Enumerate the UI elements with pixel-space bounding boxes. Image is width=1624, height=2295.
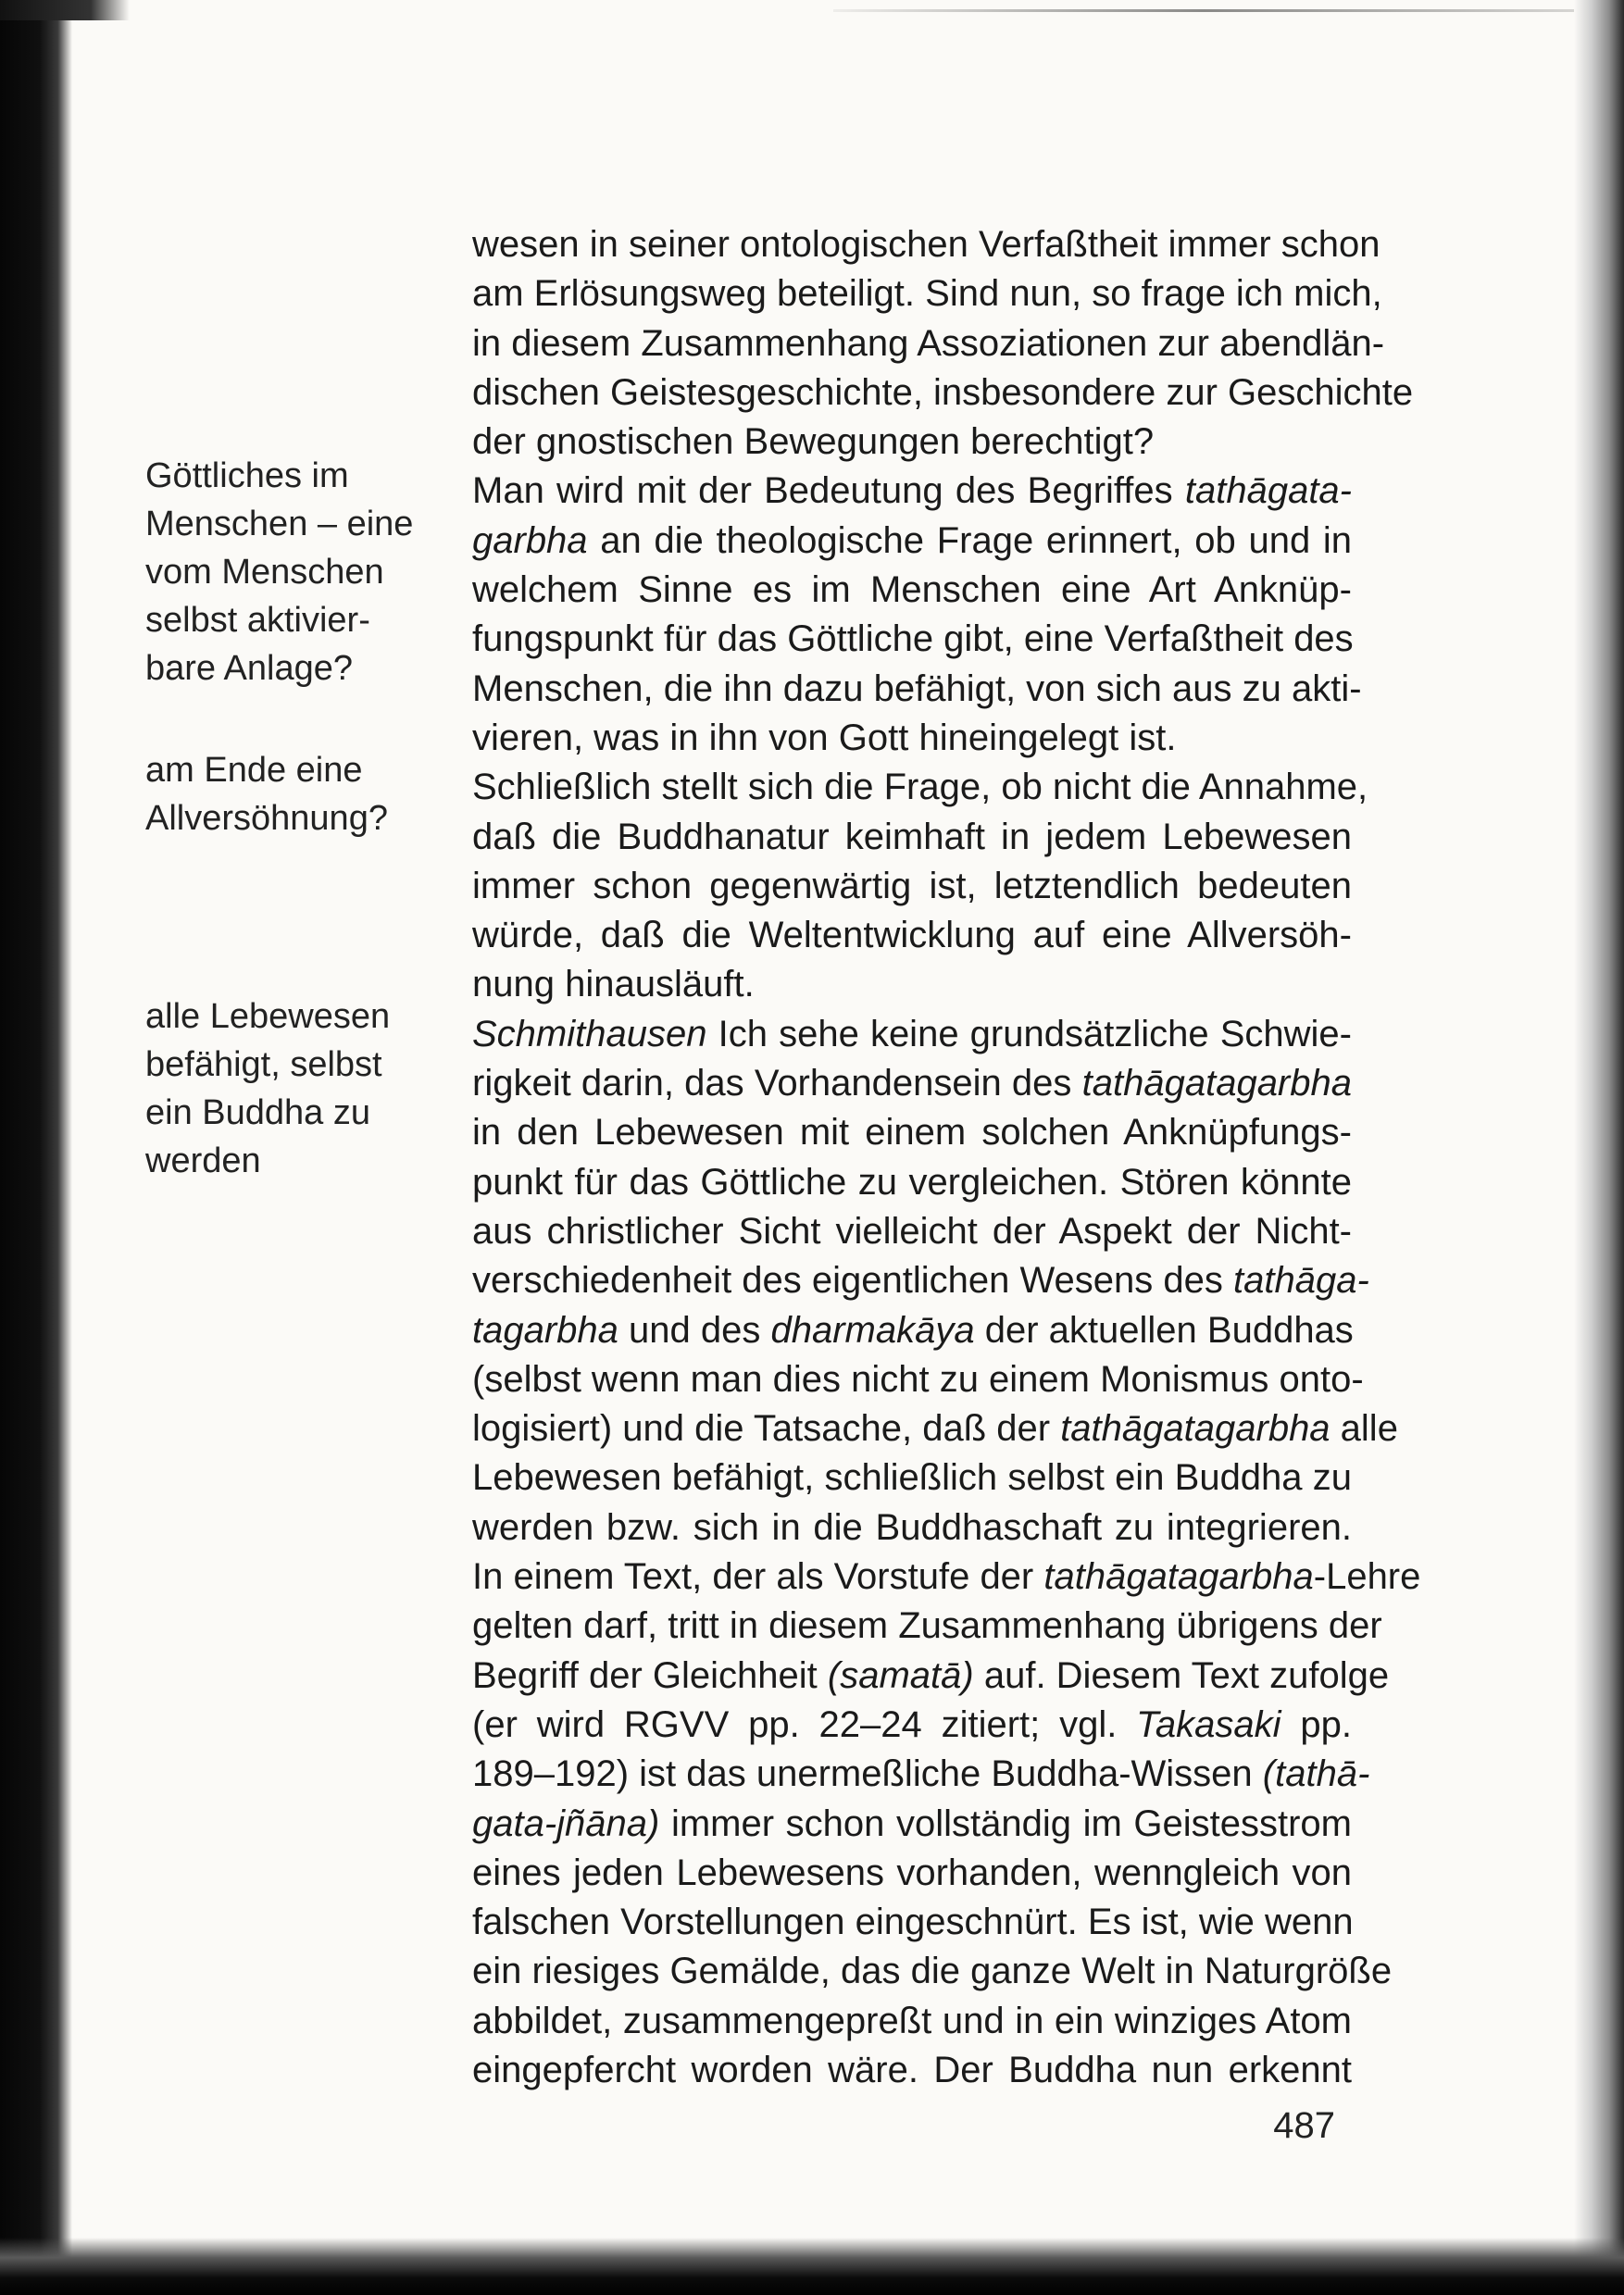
scan-top-edge xyxy=(833,9,1574,12)
margin-note-line: selbst aktivier- xyxy=(145,601,370,640)
italic-term: tagarbha xyxy=(472,1309,618,1351)
italic-term: tathāgatagarbha xyxy=(1043,1556,1314,1598)
italic-term: (tathā- xyxy=(1262,1753,1370,1795)
text-run: verschiedenheit des eigentlichen Wesens des xyxy=(472,1260,1233,1302)
text-line xyxy=(472,911,1352,960)
text-run: immer schon gegenwärtig ist, letztendlich bedeuten xyxy=(472,865,1352,906)
margin-note-line: vom Menschen xyxy=(145,553,384,592)
text-line xyxy=(472,1158,1352,1207)
text-line xyxy=(472,1355,1364,1404)
text-run: Man wird mit der Bedeutung des Begriffes xyxy=(472,470,1185,512)
text-run: wesen in seiner ontologischen Verfaßtheit immer schon xyxy=(472,224,1380,265)
text-run: dischen Geistesgeschichte, insbesondere zur Geschichte xyxy=(472,371,1414,413)
text-line xyxy=(472,1404,1398,1453)
text-run: werden bzw. sich in die Buddhaschaft zu integrieren. xyxy=(472,1506,1352,1548)
margin-note-line: Menschen – eine xyxy=(145,505,414,543)
text-line xyxy=(472,418,1352,467)
italic-term: tathāga- xyxy=(1233,1260,1369,1302)
scan-page-edge-right xyxy=(1574,0,1624,2295)
text-run: Menschen, die ihn dazu befähigt, von sich aus zu akti- xyxy=(472,667,1362,709)
scan-binding-shadow xyxy=(0,0,72,2295)
text-run: eingepfercht worden wäre. Der Buddha nun erkennt xyxy=(472,2049,1352,2090)
text-run: logisiert) und die Tatsache, daß der xyxy=(472,1408,1061,1450)
text-line xyxy=(472,1652,1390,1701)
text-line xyxy=(472,1602,1382,1651)
text-run: fungspunkt für das Göttliche gibt, eine Verfaßtheit des xyxy=(472,618,1354,660)
margin-note-line: bare Anlage? xyxy=(145,649,353,688)
text-run: auf. Diesem Text zufolge xyxy=(973,1654,1390,1696)
text-run: eines jeden Lebewesens vorhanden, wenngleich von xyxy=(472,1852,1352,1893)
text-line xyxy=(472,1898,1352,1947)
text-line xyxy=(472,1207,1352,1256)
text-run: aus christlicher Sicht vielleicht der Aspekt der Nicht- xyxy=(472,1210,1352,1252)
text-line xyxy=(472,1997,1352,2046)
italic-term: Schmithausen xyxy=(472,1013,707,1054)
text-line xyxy=(472,319,1385,368)
text-run: -Lehre xyxy=(1313,1556,1421,1598)
margin-note-line: alle Lebewesen xyxy=(145,997,391,1036)
text-run: pp. xyxy=(1280,1703,1352,1745)
text-run: (selbst wenn man dies nicht zu einem Monismus onto- xyxy=(472,1358,1364,1400)
text-line xyxy=(472,763,1368,812)
text-run: in den Lebewesen mit einem solchen Anknüpfungs- xyxy=(472,1112,1352,1154)
text-line xyxy=(472,1849,1352,1898)
text-run: der aktuellen Buddhas xyxy=(974,1309,1354,1351)
text-run: nung hinausläuft. xyxy=(472,964,755,1005)
margin-note xyxy=(145,746,388,842)
text-line xyxy=(472,467,1352,516)
text-run: In einem Text, der als Vorstufe der xyxy=(472,1556,1044,1598)
text-line xyxy=(472,1010,1352,1059)
text-line xyxy=(472,269,1382,318)
text-run: abbildet, zusammengepreßt und in ein winziges Atom xyxy=(472,2000,1352,2041)
text-run: rigkeit darin, das Vorhandensein des xyxy=(472,1063,1082,1104)
text-line xyxy=(472,1947,1393,1996)
italic-term: tathāgatagarbha xyxy=(1081,1063,1352,1104)
text-run: Ich sehe keine grundsätzliche Schwie- xyxy=(706,1013,1352,1054)
text-line xyxy=(472,665,1362,714)
text-line xyxy=(472,2046,1352,2095)
text-line xyxy=(472,1553,1421,1602)
margin-note xyxy=(145,992,390,1185)
text-line xyxy=(472,714,1352,763)
margin-note-line: Göttliches im xyxy=(145,456,349,495)
text-run: in diesem Zusammenhang Assoziationen zur abendlän- xyxy=(472,322,1385,364)
text-run: welchem Sinne es im Menschen eine Art Anknüp- xyxy=(472,569,1352,611)
margin-note-line: Allversöhnung? xyxy=(145,799,388,838)
text-run: alle xyxy=(1330,1408,1398,1450)
text-run: Schließlich stellt sich die Frage, ob nicht die Annahme, xyxy=(472,767,1368,808)
italic-term: garbha xyxy=(472,519,588,561)
text-line xyxy=(472,566,1352,615)
text-line xyxy=(472,1256,1369,1305)
text-run: (er wird RGVV pp. 22–24 zitiert; vgl. xyxy=(472,1703,1137,1745)
text-line xyxy=(472,1503,1352,1553)
italic-term: tathāgatagarbha xyxy=(1060,1408,1330,1450)
text-run: falschen Vorstellungen eingeschnürt. Es ist, wie wenn xyxy=(472,1902,1354,1943)
text-run: der gnostischen Bewegungen berechtigt? xyxy=(472,421,1155,463)
text-run: ein riesiges Gemälde, das die ganze Welt in Naturgröße xyxy=(472,1951,1393,1992)
italic-term: dharmakāya xyxy=(770,1309,975,1351)
text-line xyxy=(472,220,1380,269)
text-line xyxy=(472,1800,1352,1849)
text-run: daß die Buddhanatur keimhaft in jedem Lebewesen xyxy=(472,816,1352,857)
margin-note-line: ein Buddha zu xyxy=(145,1093,370,1132)
text-line xyxy=(472,368,1414,418)
margin-note-line: befähigt, selbst xyxy=(145,1045,382,1084)
text-run: 189–192) ist das unermeßliche Buddha-Wissen xyxy=(472,1753,1263,1795)
scan-corner-shadow xyxy=(0,0,130,20)
margin-note-line: am Ende eine xyxy=(145,751,363,790)
body-text xyxy=(472,220,1421,2095)
scan-page-edge-bottom xyxy=(0,2238,1624,2295)
text-line xyxy=(472,1701,1352,1750)
text-line xyxy=(472,1306,1352,1355)
text-run: Begriff der Gleichheit xyxy=(472,1654,828,1696)
text-line xyxy=(472,960,1352,1009)
margin-note-line: werden xyxy=(145,1141,261,1180)
text-run: vieren, was in ihn von Gott hineingelegt ist. xyxy=(472,717,1177,758)
page-number: 487 xyxy=(1273,2105,1335,2146)
text-run: und des xyxy=(618,1309,771,1351)
text-line xyxy=(472,1453,1352,1503)
text-run: an die theologische Frage erinnert, ob und in xyxy=(587,519,1352,561)
text-run: gelten darf, tritt in diesem Zusammenhang übrigens der xyxy=(472,1605,1382,1647)
italic-term: (samatā) xyxy=(827,1654,974,1696)
margin-note xyxy=(145,452,413,692)
text-run: punkt für das Göttliche zu vergleichen. Stören könnte xyxy=(472,1161,1352,1203)
text-run: am Erlösungsweg beteiligt. Sind nun, so frage ich mich, xyxy=(472,273,1382,315)
italic-term: Takasaki xyxy=(1136,1703,1281,1745)
text-run: Lebewesen befähigt, schließlich selbst ein Buddha zu xyxy=(472,1457,1352,1499)
italic-term: tathāgata- xyxy=(1184,470,1352,512)
text-line xyxy=(472,615,1352,664)
text-run: würde, daß die Weltentwicklung auf eine Allversöh- xyxy=(472,915,1352,956)
text-line xyxy=(472,517,1352,566)
italic-term: gata-jñāna) xyxy=(472,1802,660,1844)
text-line xyxy=(472,1059,1352,1108)
text-run: immer schon vollständig im Geistesstrom xyxy=(659,1802,1352,1844)
text-line xyxy=(472,1750,1370,1799)
text-line xyxy=(472,862,1352,911)
text-line xyxy=(472,1108,1352,1157)
text-line xyxy=(472,813,1352,862)
